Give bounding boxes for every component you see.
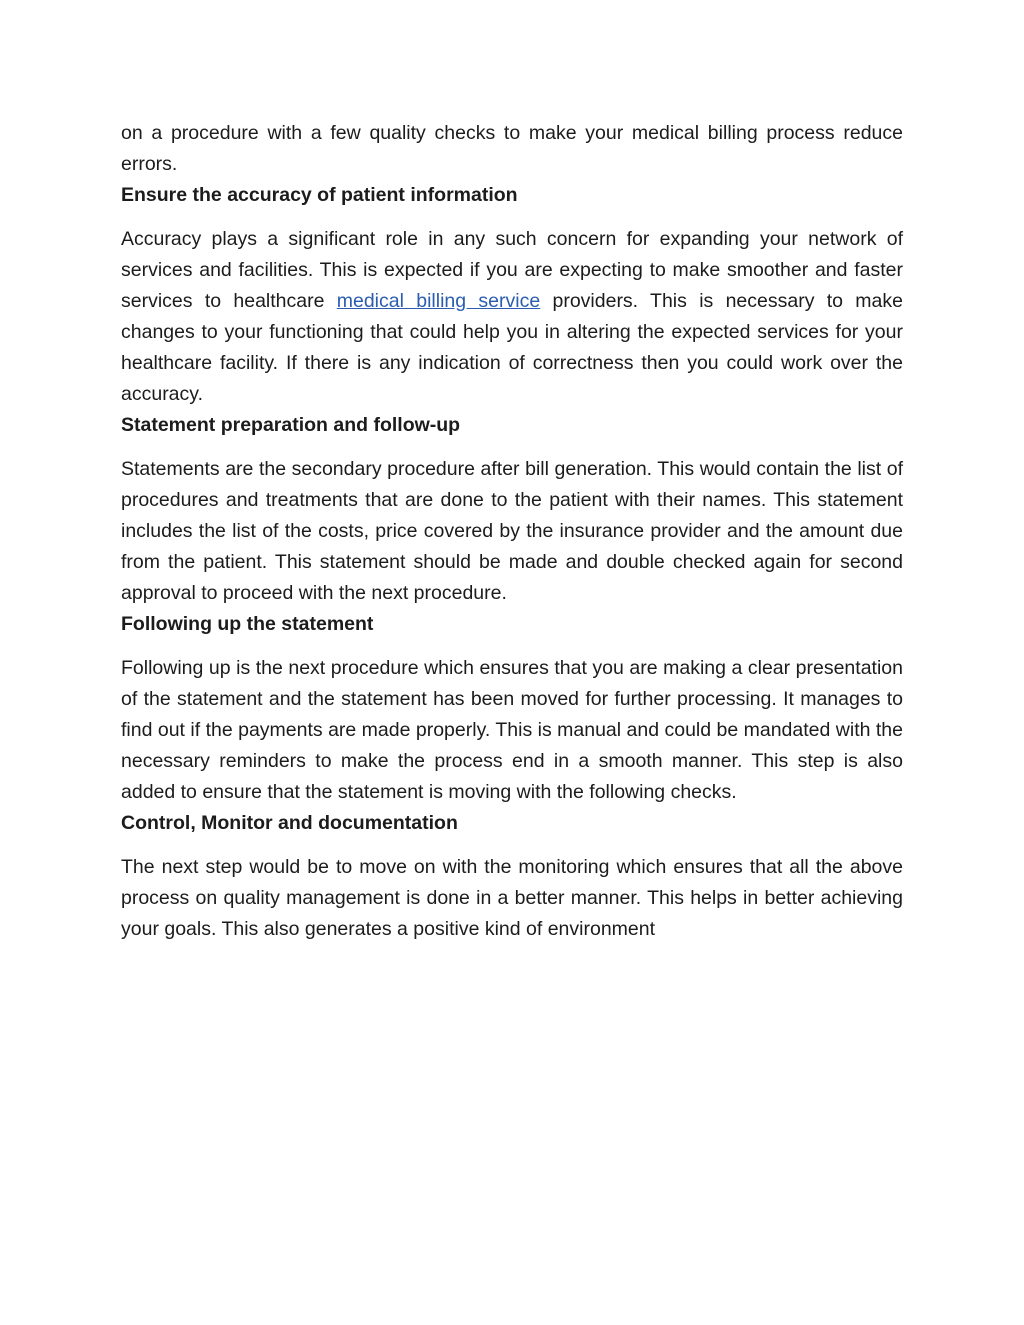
heading-statement-preparation: Statement preparation and follow-up [121,414,461,436]
heading-following-up: Following up the statement [121,613,374,635]
paragraph-text-after-link: providers. This is necessary to make changes to your functioning that could help you in altering the expected services for your healthcare facility. If there is any indication of correctness then you could work over the accuracy. [121,290,903,405]
intro-paragraph: on a procedure with a few quality checks to make your medical billing process reduce errors. [121,122,903,175]
heading-control-monitor: Control, Monitor and documentation [121,812,458,834]
paragraph-control-monitor: The next step would be to move on with the monitoring which ensures that all the above process on quality management is done in a better manner. This helps in better achieving your goals. This also generates a positive kind of environment [121,856,903,940]
paragraph-following-up: Following up is the next procedure which ensures that you are making a clear presentation of the statement and the statement has been moved for further processing. It manages to find out if the payments are made properly. This is manual and could be mandated with the necessary reminders to make the process end in a smooth manner. This step is also added to ensure that the statement is moving with the following checks. [121,657,903,803]
document-page [121,118,903,945]
medical-billing-service-link[interactable]: medical billing service [336,290,541,312]
heading-patient-accuracy: Ensure the accuracy of patient information [121,184,518,206]
paragraph-statement-preparation: Statements are the secondary procedure after bill generation. This would contain the list of procedures and treatments that are done to the patient with their names. This statement includes the list of the costs, price covered by the insurance provider and the amount due from the patient. This statement should be made and double checked again for second approval to proceed with the next procedure. [121,458,903,604]
paragraph-patient-accuracy [121,224,903,410]
paragraph-text-before-link: Accuracy plays a significant role in any such concern for expanding your network of services and facilities. This is expected if you are expecting to make smoother and faster services to healthcare [121,228,903,312]
